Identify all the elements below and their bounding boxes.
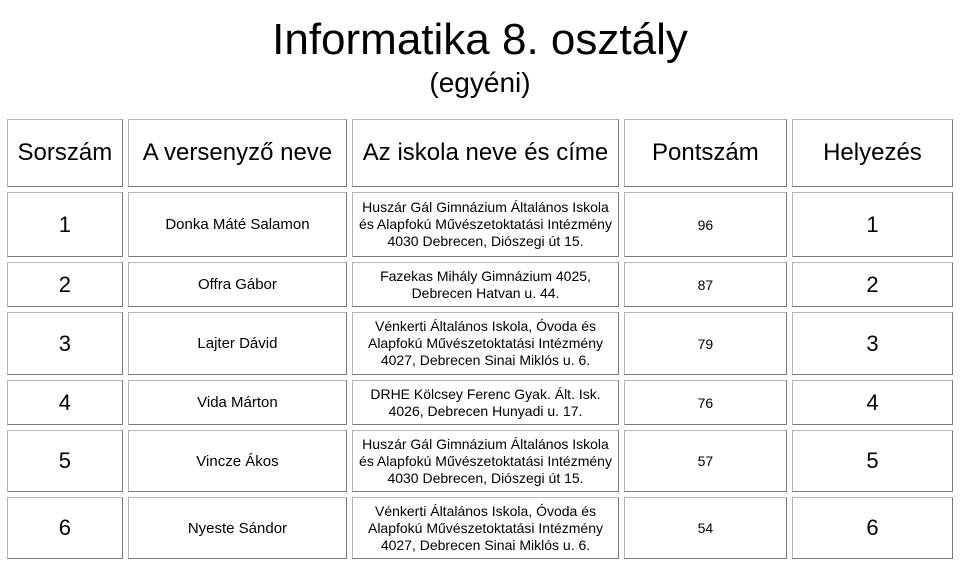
name-cell: Lajter Dávid (128, 312, 347, 375)
rank-cell: 1 (7, 192, 123, 257)
school-cell: Huszár Gál Gimnázium Általános Iskola és Alapfokú Művészetoktatási Intézmény 4030 Debrecen, Diószegi út 15. (352, 192, 619, 257)
table-row (7, 312, 953, 375)
school-cell: Vénkerti Általános Iskola, Óvoda és Alapfokú Művészetoktatási Intézmény 4027, Debrecen Sinai Miklós u. 6. (352, 497, 619, 559)
school-cell: Huszár Gál Gimnázium Általános Iskola és Alapfokú Művészetoktatási Intézmény 4030 Debrecen, Diószegi út 15. (352, 430, 619, 492)
header-school: Az iskola neve és címe (352, 119, 619, 187)
header-row (7, 119, 953, 187)
points-cell: 76 (624, 380, 787, 425)
place-cell: 1 (792, 192, 953, 257)
rank-cell: 6 (7, 497, 123, 559)
points-cell: 57 (624, 430, 787, 492)
rank-cell: 5 (7, 430, 123, 492)
points-cell: 79 (624, 312, 787, 375)
name-cell: Donka Máté Salamon (128, 192, 347, 257)
header-name: A versenyző neve (128, 119, 347, 187)
school-cell: DRHE Kölcsey Ferenc Gyak. Ált. Isk. 4026, Debrecen Hunyadi u. 17. (352, 380, 619, 425)
place-cell: 4 (792, 380, 953, 425)
school-cell: Fazekas Mihály Gimnázium 4025, Debrecen Hatvan u. 44. (352, 262, 619, 307)
place-cell: 2 (792, 262, 953, 307)
table-row (7, 262, 953, 307)
school-cell: Vénkerti Általános Iskola, Óvoda és Alapfokú Művészetoktatási Intézmény 4027, Debrecen Sinai Miklós u. 6. (352, 312, 619, 375)
name-cell: Vincze Ákos (128, 430, 347, 492)
header-points: Pontszám (624, 119, 787, 187)
rank-cell: 4 (7, 380, 123, 425)
name-cell: Vida Márton (128, 380, 347, 425)
table-row (7, 380, 953, 425)
rank-cell: 3 (7, 312, 123, 375)
place-cell: 5 (792, 430, 953, 492)
place-cell: 3 (792, 312, 953, 375)
page-title: Informatika 8. osztály (272, 15, 688, 64)
points-cell: 87 (624, 262, 787, 307)
points-cell: 54 (624, 497, 787, 559)
place-cell: 6 (792, 497, 953, 559)
page-subtitle: (egyéni) (429, 67, 531, 98)
header-place: Helyezés (792, 119, 953, 187)
rank-cell: 2 (7, 262, 123, 307)
header-rank: Sorszám (7, 119, 123, 187)
table-row (7, 430, 953, 492)
points-cell: 96 (624, 192, 787, 257)
results-table (2, 114, 958, 564)
table-row (7, 192, 953, 257)
name-cell: Offra Gábor (128, 262, 347, 307)
name-cell: Nyeste Sándor (128, 497, 347, 559)
table-row (7, 497, 953, 559)
